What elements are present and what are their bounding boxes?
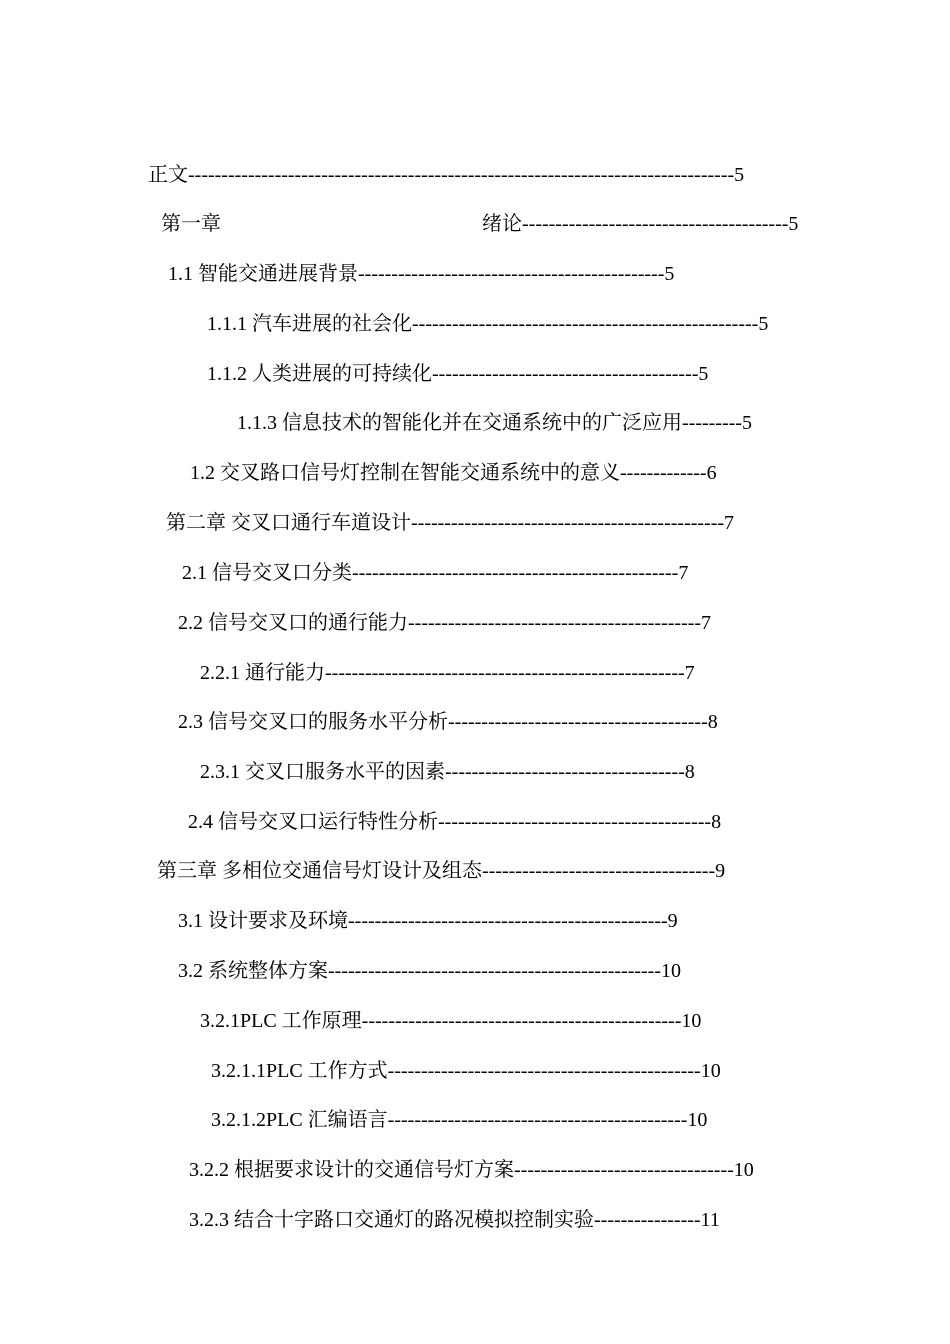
toc-entry-label: 2.3 信号交叉口的服务水平分析---------------------------------------8: [178, 711, 718, 733]
toc-entry-label: 3.2.2 根据要求设计的交通信号灯方案---------------------------------10: [189, 1159, 754, 1181]
toc-entry-label: 2.4 信号交叉口运行特性分析-----------------------------------------8: [188, 811, 722, 833]
toc-entry-label: 绪论----------------------------------------5: [482, 213, 799, 235]
toc-entry-label: 3.2.1.2PLC 汇编语言---------------------------------------------10: [211, 1109, 708, 1131]
toc-entry-label: 第二章 交叉口通行车道设计-----------------------------------------------7: [166, 512, 735, 534]
toc-entry-label: 2.3.1 交叉口服务水平的因素------------------------------------8: [200, 761, 695, 783]
toc-entry-label: 第一章: [161, 213, 221, 235]
toc-entry-label: 1.1 智能交通进展背景----------------------------------------------5: [168, 263, 675, 285]
toc-entry-label: 2.2 信号交叉口的通行能力--------------------------------------------7: [178, 612, 712, 634]
toc-entry-label: 3.2.1PLC 工作原理------------------------------------------------10: [200, 1010, 702, 1032]
toc-entry-label: 2.1 信号交叉口分类-------------------------------------------------7: [182, 562, 689, 584]
toc-entry-label: 第三章 多相位交通信号灯设计及组态-----------------------------------9: [157, 860, 726, 882]
toc-entry-label: 1.2 交叉路口信号灯控制在智能交通系统中的意义-------------6: [190, 462, 717, 484]
toc-entry-label: 3.2 系统整体方案--------------------------------------------------10: [178, 960, 682, 982]
toc-entry-label: 1.1.2 人类进展的可持续化----------------------------------------5: [207, 363, 709, 385]
toc-entry-label: 3.2.1.1PLC 工作方式-----------------------------------------------10: [211, 1060, 721, 1082]
toc-entry-label: 3.2.3 结合十字路口交通灯的路况模拟控制实验----------------11: [189, 1209, 720, 1231]
toc-entry-3-2-3[interactable]: [169, 1181, 720, 1259]
toc-entry-label: 2.2.1 通行能力------------------------------------------------------7: [200, 662, 695, 684]
toc-entry-label: 正文----------------------------------------------------------------------------------5: [148, 164, 745, 186]
toc-entry-label: 3.1 设计要求及环境------------------------------------------------9: [178, 910, 678, 932]
toc-entry-label: 1.1.1 汽车进展的社会化----------------------------------------------------5: [207, 313, 769, 335]
toc-entry-label: 1.1.3 信息技术的智能化并在交通系统中的广泛应用---------5: [237, 412, 752, 434]
